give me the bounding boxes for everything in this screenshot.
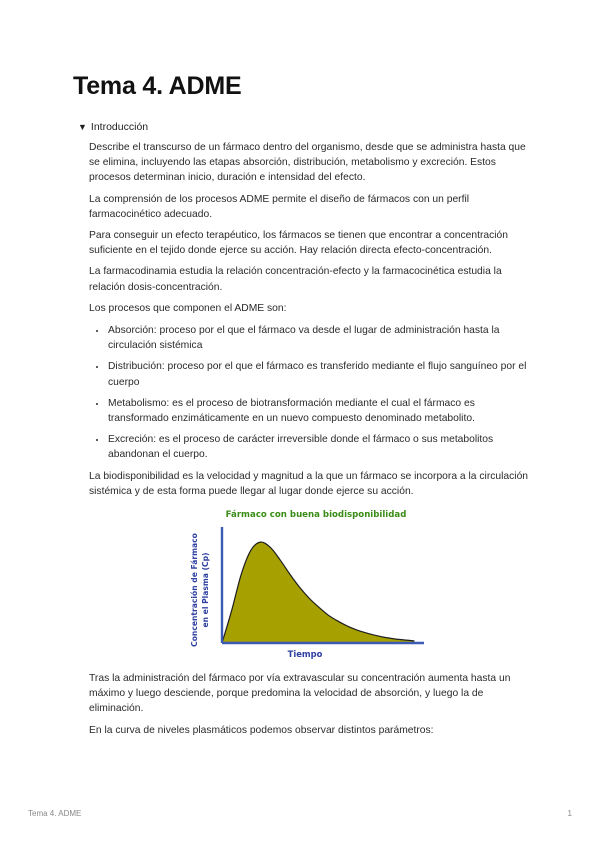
paragraph-pharmacodynamics: La farmacodinamia estudia la relación concentración-efecto y la farmacocinética estudia la relación dosis-concentración.	[89, 266, 502, 293]
paragraph-biodisponibilidad: La biodisponibilidad es la velocidad y magnitud a la que un fármaco se incorpora a la circulación sistémica y de esta forma puede llegar al lugar donde ejerce su acción.	[89, 470, 529, 497]
toggle-label: Introducción	[90, 121, 149, 133]
paragraph-therapeutic: Para conseguir un efecto terapéutico, los fármacos se tienen que encontrar a concentración suficiente en el tejido donde ejerce su acción. Hay relación directa efecto-concentración.	[89, 230, 508, 257]
chart-svg	[174, 505, 434, 663]
bioavailability-chart	[174, 505, 434, 663]
footer-title: Tema 4. ADME	[28, 809, 82, 818]
y-axis-label-line-1: Concentración de Fármaco	[190, 533, 199, 647]
list-item-metabolismo: • Metabolismo: es el proceso de biotransformación mediante el cual el fármaco es transformado enzimáticamente en un nuevo compuesto denominado metabolito.	[107, 396, 531, 426]
chart-title: Fármaco con buena biodisponibilidad	[225, 510, 407, 521]
toggle-content	[89, 140, 531, 744]
y-axis-label-line-2: en el Plasma (Cp)	[201, 552, 210, 628]
page-number: 1	[567, 809, 572, 818]
concentration-area	[222, 542, 414, 643]
x-axis-label: Tiempo	[287, 649, 323, 660]
paragraph-design: La comprensión de los procesos ADME permite el diseño de fármacos con un perfil farmacocinético adecuado.	[89, 193, 470, 220]
list-item-distribucion: • Distribución: proceso por el que el fármaco es transferido mediante el flujo sanguíneo por el cuerpo	[107, 359, 531, 389]
paragraph-curve: Tras la administración del fármaco por vía extravascular su concentración aumenta hasta un máximo y luego desciende, porque predomina la velocidad de absorción, y luego la de eliminación.	[89, 673, 511, 715]
list-item-excrecion: • Excreción: es el proceso de carácter irreversible donde el fármaco o sus metabolitos abandonan el cuerpo.	[107, 432, 531, 462]
adme-list	[89, 323, 531, 463]
list-item-absorcion: • Absorción: proceso por el que el fármaco va desde el lugar de administración hasta la circulación sistémica	[107, 323, 531, 353]
triangle-down-icon[interactable]: ▼	[78, 122, 87, 132]
page-title: Tema 4. ADME	[73, 72, 242, 100]
paragraph-parameters: En la curva de niveles plasmáticos podemos observar distintos parámetros:	[89, 724, 434, 736]
paragraph-processes: Los procesos que componen el ADME son:	[89, 302, 287, 314]
introduccion-toggle[interactable]	[78, 121, 148, 133]
paragraph-intro: Describe el transcurso de un fármaco dentro del organismo, desde que se administra hasta que se elimina, incluyendo las etapas absorción, distribución, metabolismo y excreción. Estos procesos determinan inicio, duración e intensidad del efecto.	[89, 142, 526, 184]
after-chart-section	[89, 671, 531, 738]
